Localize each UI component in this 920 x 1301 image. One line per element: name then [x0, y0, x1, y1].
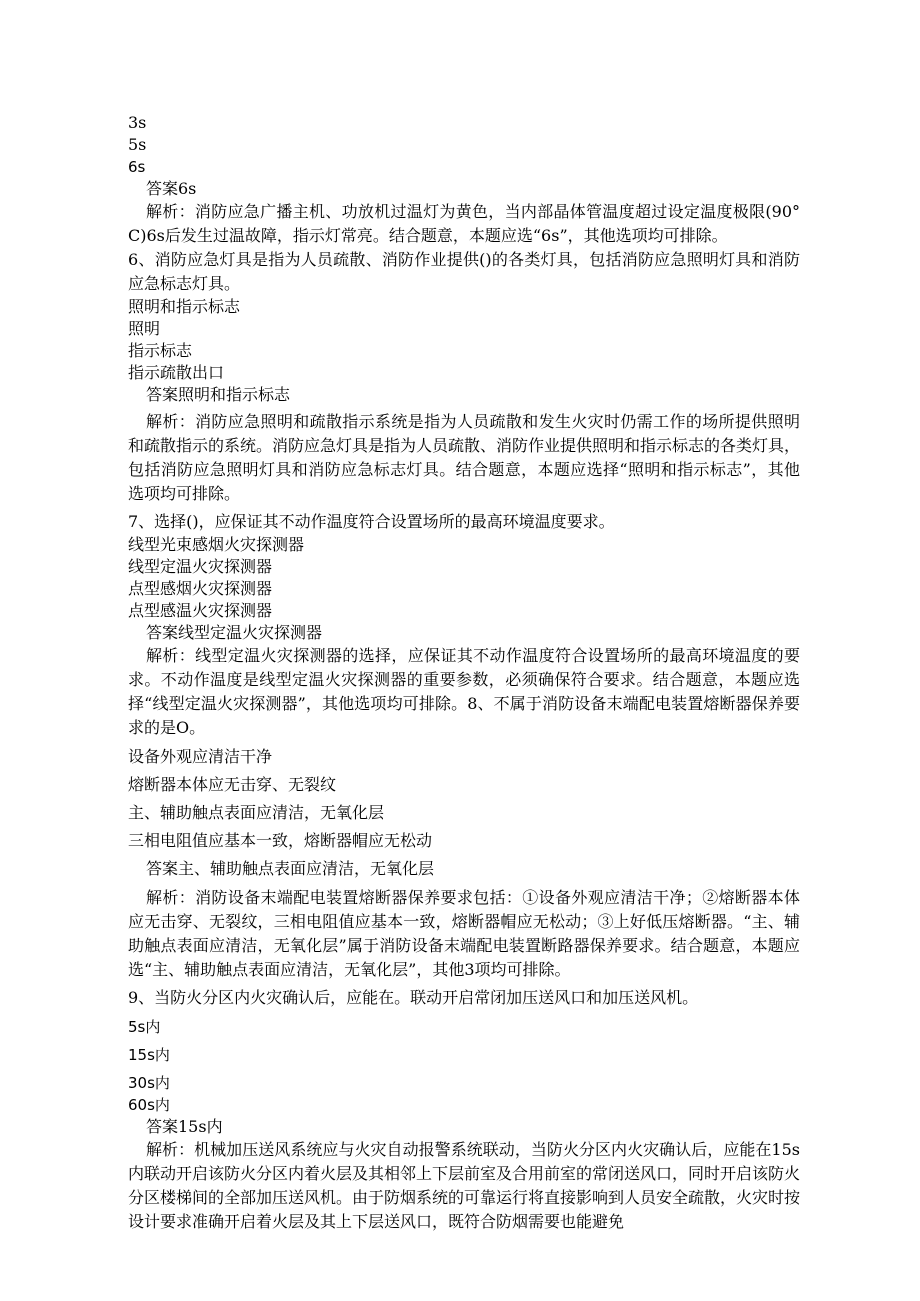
- q6-option-d: 指示疏散出口: [128, 363, 225, 382]
- q7-answer: 答案线型定温火灾探测器: [146, 623, 323, 642]
- q5-option-b: 5s: [128, 135, 147, 154]
- q8-option-d: 三相电阻值应基本一致，熔断器帽应无松动: [128, 831, 433, 850]
- q6-answer: 答案照明和指示标志: [146, 385, 291, 404]
- q9-option-a: 5s内: [128, 1018, 161, 1036]
- q6-option-b: 照明: [128, 319, 161, 338]
- q6-option-c: 指示标志: [128, 341, 193, 360]
- document-page: [128, 112, 800, 1234]
- q9-analysis: 解析：机械加压送风系统应与火灾自动报警系统联动，当防火分区内火灾确认后，应能在15s内联动开启该防火分区内着火层及其相邻上下层前室及合用前室的常闭送风口，同时开启该防火分区楼梯间的全部加压送风机。由于防烟系统的可靠运行将直接影响到人员安全疏散，火灾时按设计要求准确开启着火层及其上下层送风口，既符合防烟需要也能避免: [128, 1140, 801, 1231]
- q5-answer: 答案6s: [146, 179, 197, 198]
- q6-analysis: 解析：消防应急照明和疏散指示系统是指为人员疏散和发生火灾时仍需工作的场所提供照明和疏散指示的系统。消防应急灯具是指为人员疏散、消防作业提供照明和指示标志的各类灯具，包括消防应急照明灯具和消防应急标志灯具。结合题意，本题应选择“照明和指示标志”，其他选项均可排除。: [128, 412, 801, 503]
- q8-option-c: 主、辅助触点表面应清洁，无氧化层: [128, 803, 385, 822]
- q9-option-c: 30s内: [128, 1074, 170, 1092]
- q7-analysis: 解析：线型定温火灾探测器的选择，应保证其不动作温度符合设置场所的最高环境温度的要求。不动作温度是线型定温火灾探测器的重要参数，必须确保符合要求。结合题意，本题应选择“线型定温火灾探测器”，其他选项均可排除。8、不属于消防设备末端配电装置熔断器保养要求的是O。: [128, 646, 800, 737]
- q8-analysis: 解析：消防设备末端配电装置熔断器保养要求包括：①设备外观应清洁干净；②熔断器本体应无击穿、无裂纹，三相电阻值应基本一致，熔断器帽应无松动；③上好低压熔断器。“主、辅助触点表面应清洁，无氧化层”属于消防设备末端配电装置断路器保养要求。结合题意，本题应选“主、辅助触点表面应清洁，无氧化层”，其他3项均可排除。: [128, 888, 800, 979]
- q8-answer: 答案主、辅助触点表面应清洁，无氧化层: [146, 859, 435, 878]
- q7-option-a: 线型光束感烟火灾探测器: [128, 535, 305, 554]
- q9-answer: 答案15s内: [146, 1117, 223, 1136]
- q9-option-b: 15s内: [128, 1046, 170, 1064]
- q9-question: 9、当防火分区内火灾确认后，应能在。联动开启常闭加压送风口和加压送风机。: [128, 988, 699, 1007]
- q8-option-b: 熔断器本体应无击穿、无裂纹: [128, 775, 337, 794]
- q7-option-c: 点型感烟火灾探测器: [128, 579, 273, 598]
- q5-option-a: 3s: [128, 113, 147, 132]
- q7-question: 7、选择()，应保证其不动作温度符合设置场所的最高环境温度要求。: [128, 512, 615, 531]
- q6-question: 6、消防应急灯具是指为人员疏散、消防作业提供()的各类灯具，包括消防应急照明灯具和消防应急标志灯具。: [128, 250, 800, 293]
- q5-analysis: 解析：消防应急广播主机、功放机过温灯为黄色，当内部晶体管温度超过设定温度极限(90°C)6s后发生过温故障，指示灯常亮。结合题意，本题应选“6s”，其他选项均可排除。: [128, 202, 800, 245]
- q7-option-d: 点型感温火灾探测器: [128, 601, 273, 620]
- q6-option-a: 照明和指示标志: [128, 297, 241, 316]
- q7-option-b: 线型定温火灾探测器: [128, 557, 273, 576]
- q9-option-d: 60s内: [128, 1096, 170, 1114]
- q8-option-a: 设备外观应清洁干净: [128, 747, 273, 766]
- q5-option-c: 6s: [128, 158, 146, 176]
